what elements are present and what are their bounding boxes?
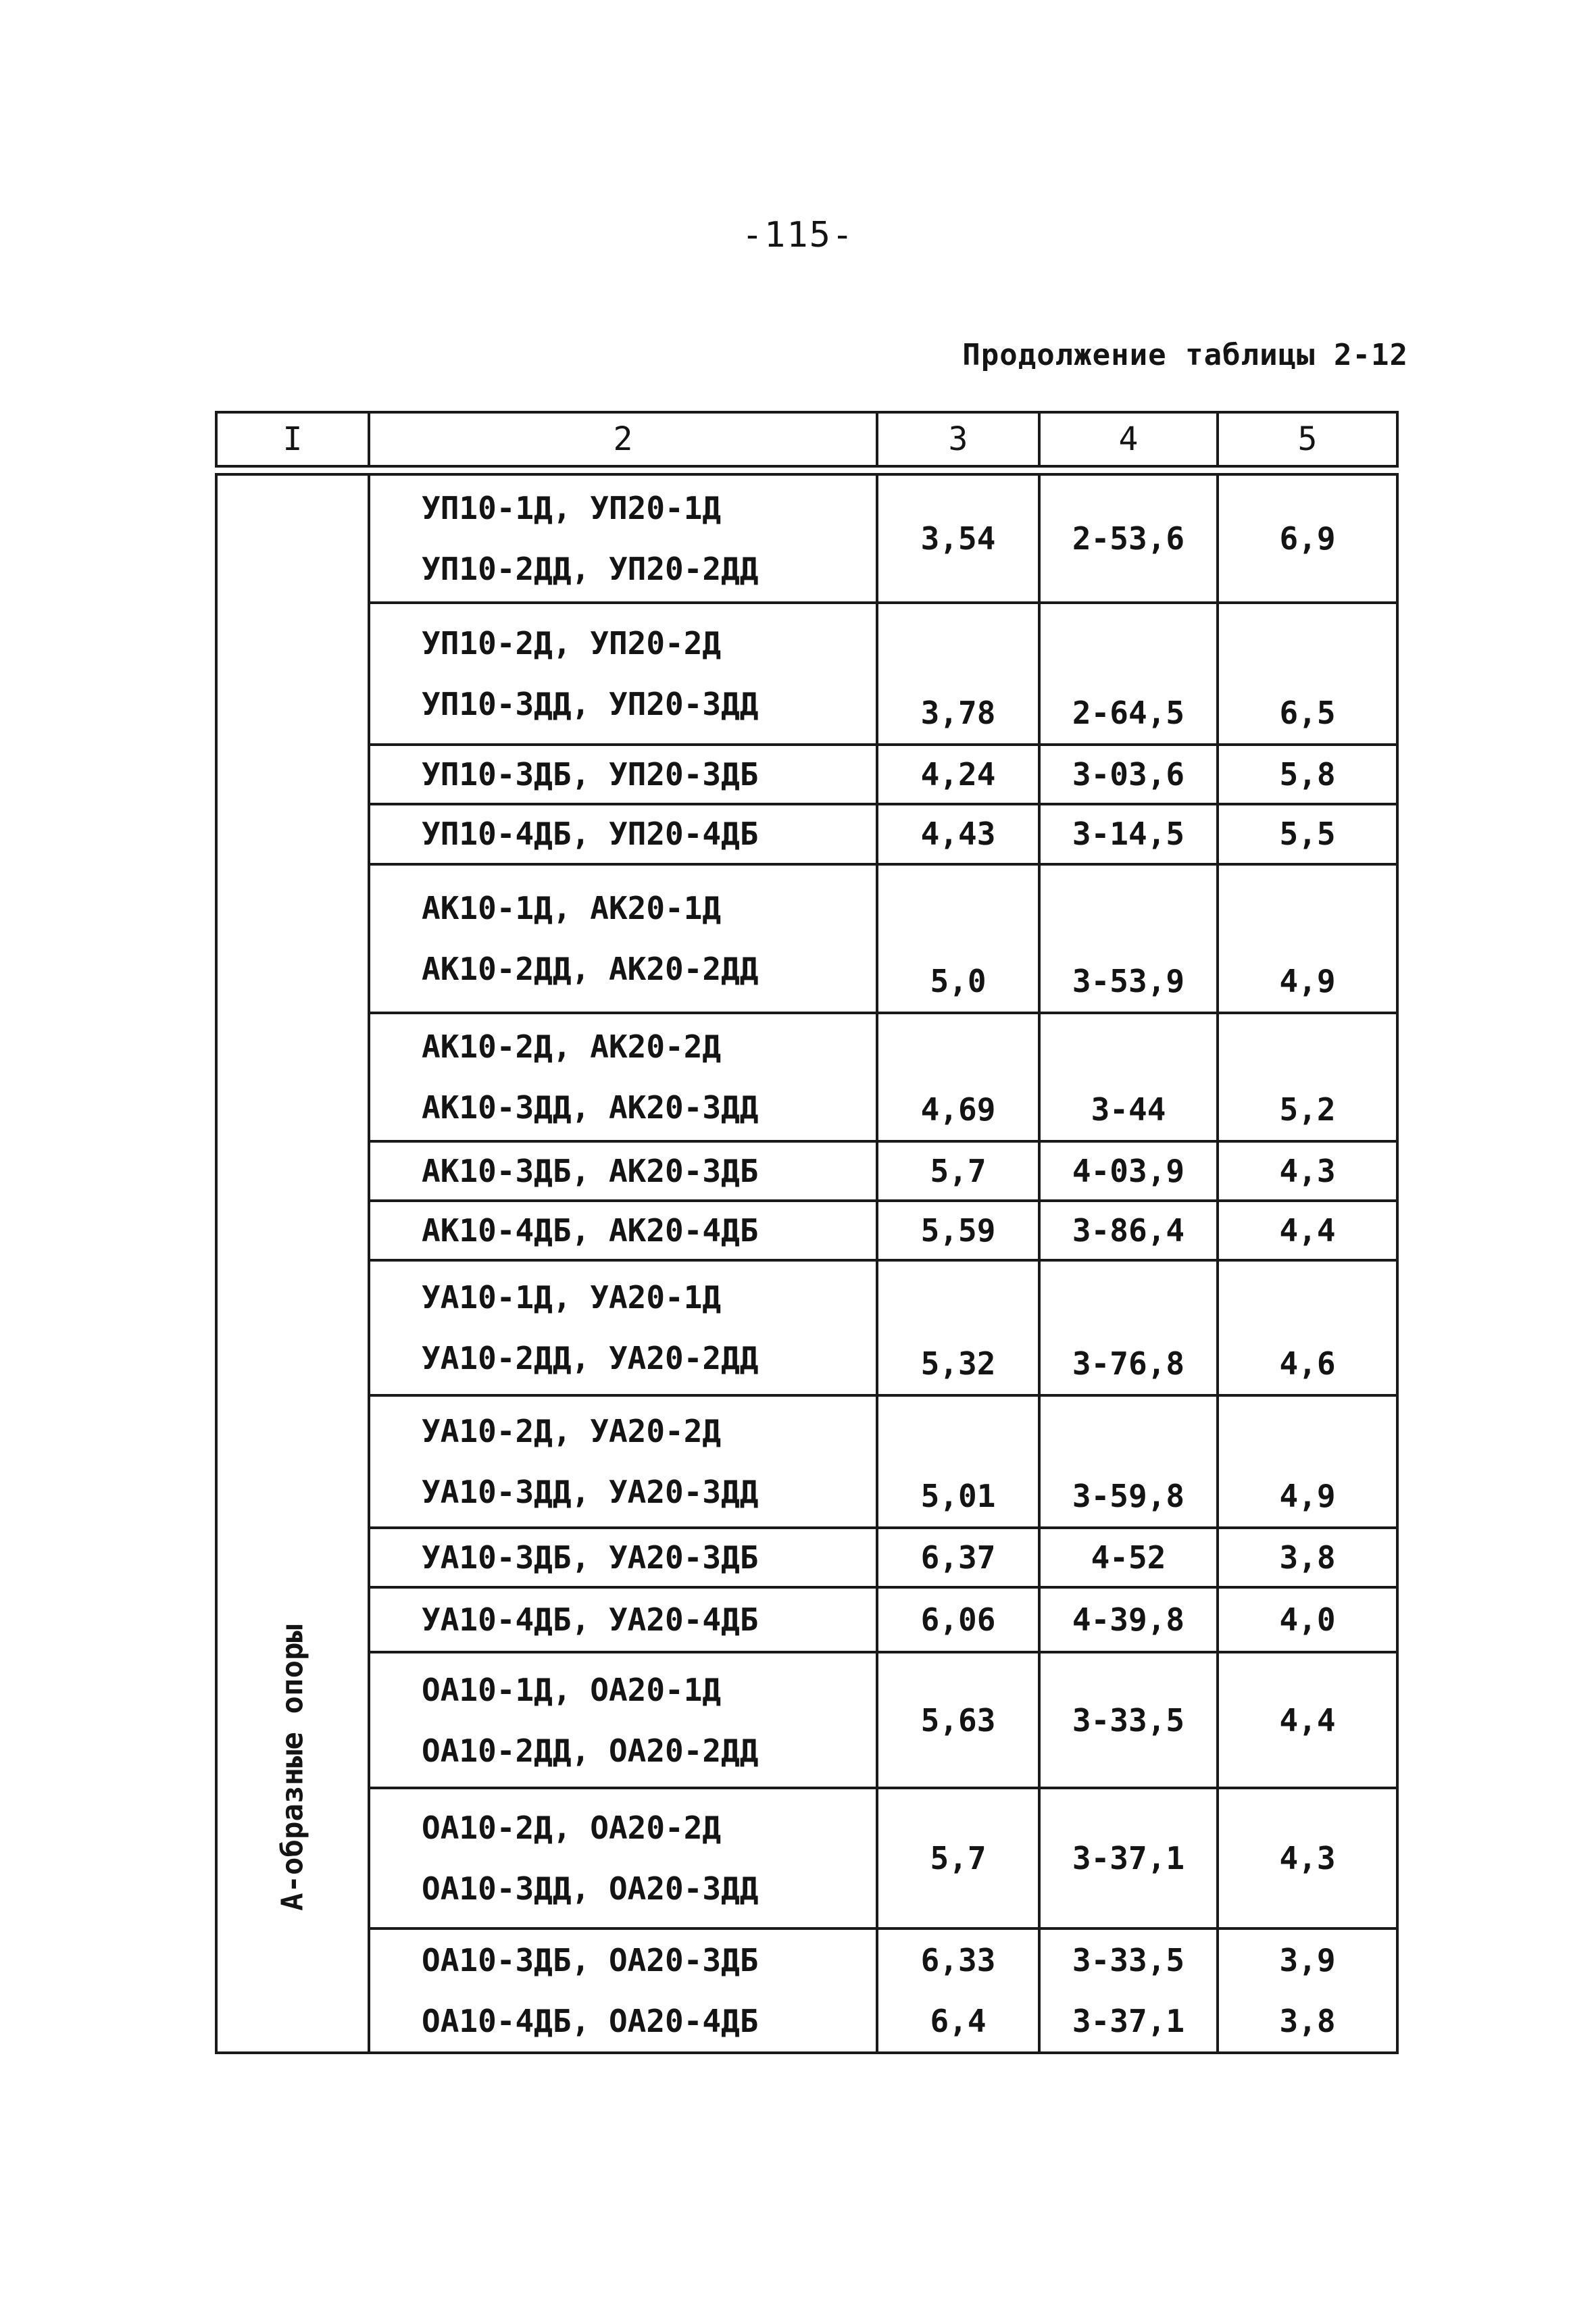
row-name: ОА10-1Д, ОА20-1Д [422,1671,722,1708]
table-row [216,1587,1397,1652]
cell-c3: 5,7 [877,1788,1039,1928]
cell-c3: 3,54 [877,474,1039,603]
table-continuation-caption: Продолжение таблицы 2-12 [962,338,1408,372]
cell-c5: 4,3 [1218,1788,1397,1928]
cell-c4: 4-03,9 [1039,1141,1218,1201]
cell-c4: 3-14,5 [1039,804,1218,864]
cell-c5: 4,4 [1218,1652,1397,1787]
table-row [216,1013,1397,1141]
cell-c3: 6,33 [920,1941,996,1978]
cell-c4: 3-03,6 [1039,745,1218,804]
table-row [216,1528,1397,1587]
cell-c3: 5,01 [877,1395,1039,1528]
table-row [216,745,1397,804]
row-name: АК10-2Д, АК20-2Д [422,1028,722,1065]
row-name: АК10-4ДБ, АК20-4ДБ [369,1201,877,1260]
cell-c5: 3,8 [1218,1528,1397,1587]
table-row [216,1201,1397,1260]
row-name: УА10-3ДБ, УА20-3ДБ [369,1528,877,1587]
column-header: 3 [877,412,1039,466]
column-header: 4 [1039,412,1218,466]
column-header: I [216,412,369,466]
table-row [216,1395,1397,1528]
row-name: УП10-2Д, УП20-2Д [422,625,722,662]
cell-c3: 5,59 [877,1201,1039,1260]
cell-c4: 3-44 [1039,1013,1218,1141]
group-label: А-образные опоры [275,1624,310,1912]
cell-c3: 4,69 [877,1013,1039,1141]
cell-c5: 6,5 [1218,603,1397,745]
column-header: 2 [369,412,877,466]
cell-c5: 5,2 [1218,1013,1397,1141]
row-name: УП10-3ДД, УП20-3ДД [422,686,759,723]
cell-c5: 4,4 [1218,1201,1397,1260]
table-header-row [216,412,1397,466]
row-name: ОА10-2Д, ОА20-2Д [422,1809,722,1846]
cell-c3: 5,0 [877,864,1039,1013]
table-row [216,1260,1397,1395]
cell-c5: 6,9 [1218,474,1397,603]
cell-c3: 4,24 [877,745,1039,804]
cell-c5: 4,9 [1218,1395,1397,1528]
cell-c5: 3,8 [1279,2002,1336,2039]
cell-c3: 5,7 [877,1141,1039,1201]
cell-c4: 3-53,9 [1039,864,1218,1013]
table-row [216,1788,1397,1928]
cell-c3: 3,78 [877,603,1039,745]
row-name: АК10-1Д, АК20-1Д [422,889,722,926]
cell-c4: 4-52 [1039,1528,1218,1587]
row-name: УА10-3ДД, УА20-3ДД [422,1474,759,1511]
cell-c4: 3-37,1 [1039,1788,1218,1928]
cell-c4: 3-59,8 [1039,1395,1218,1528]
cell-c3: 6,06 [877,1587,1039,1652]
row-name: УА10-4ДБ, УА20-4ДБ [369,1587,877,1652]
row-name: АК10-3ДД, АК20-3ДД [422,1089,759,1126]
table-row [216,864,1397,1013]
cell-c3: 6,4 [930,2002,987,2039]
table-row [216,603,1397,745]
table-row [216,1141,1397,1201]
page-number: -115- [741,215,855,255]
row-name: АК10-3ДБ, АК20-3ДБ [369,1141,877,1201]
table-row [216,1928,1397,2053]
cell-c4: 2-53,6 [1039,474,1218,603]
row-name: ОА10-2ДД, ОА20-2ДД [422,1732,759,1769]
row-name: ОА10-3ДД, ОА20-3ДД [422,1870,759,1907]
cell-c5: 4,0 [1218,1587,1397,1652]
cell-c3: 5,32 [877,1260,1039,1395]
cell-c3: 6,37 [877,1528,1039,1587]
group-label-cell [216,474,369,2053]
cell-c3: 4,43 [877,804,1039,864]
cell-c4: 4-39,8 [1039,1587,1218,1652]
row-name: УП10-3ДБ, УП20-3ДБ [369,745,877,804]
row-name: УП10-4ДБ, УП20-4ДБ [369,804,877,864]
table-row [216,1652,1397,1787]
data-table [215,411,1399,2054]
row-name: ОА10-4ДБ, ОА20-4ДБ [422,2002,759,2039]
row-name: УП10-1Д, УП20-1Д [422,490,722,527]
cell-c4: 2-64,5 [1039,603,1218,745]
cell-c5: 3,9 [1279,1941,1336,1978]
cell-c4: 3-76,8 [1039,1260,1218,1395]
cell-c5: 4,9 [1218,864,1397,1013]
header-divider [216,466,1397,474]
row-name: УП10-2ДД, УП20-2ДД [422,551,759,588]
cell-c5: 4,6 [1218,1260,1397,1395]
column-header: 5 [1218,412,1397,466]
row-name: УА10-2Д, УА20-2Д [422,1413,722,1450]
cell-c4: 3-86,4 [1039,1201,1218,1260]
row-name: ОА10-3ДБ, ОА20-3ДБ [422,1941,759,1978]
cell-c5: 5,8 [1218,745,1397,804]
cell-c5: 4,3 [1218,1141,1397,1201]
cell-c5: 5,5 [1218,804,1397,864]
table-row [216,474,1397,603]
cell-c4: 3-33,5 [1072,1941,1185,1978]
cell-c4: 3-33,5 [1039,1652,1218,1787]
table-row [216,804,1397,864]
row-name: УА10-2ДД, УА20-2ДД [422,1340,759,1377]
row-name: УА10-1Д, УА20-1Д [422,1279,722,1316]
cell-c4: 3-37,1 [1072,2002,1185,2039]
row-name: АК10-2ДД, АК20-2ДД [422,950,759,987]
cell-c3: 5,63 [877,1652,1039,1787]
